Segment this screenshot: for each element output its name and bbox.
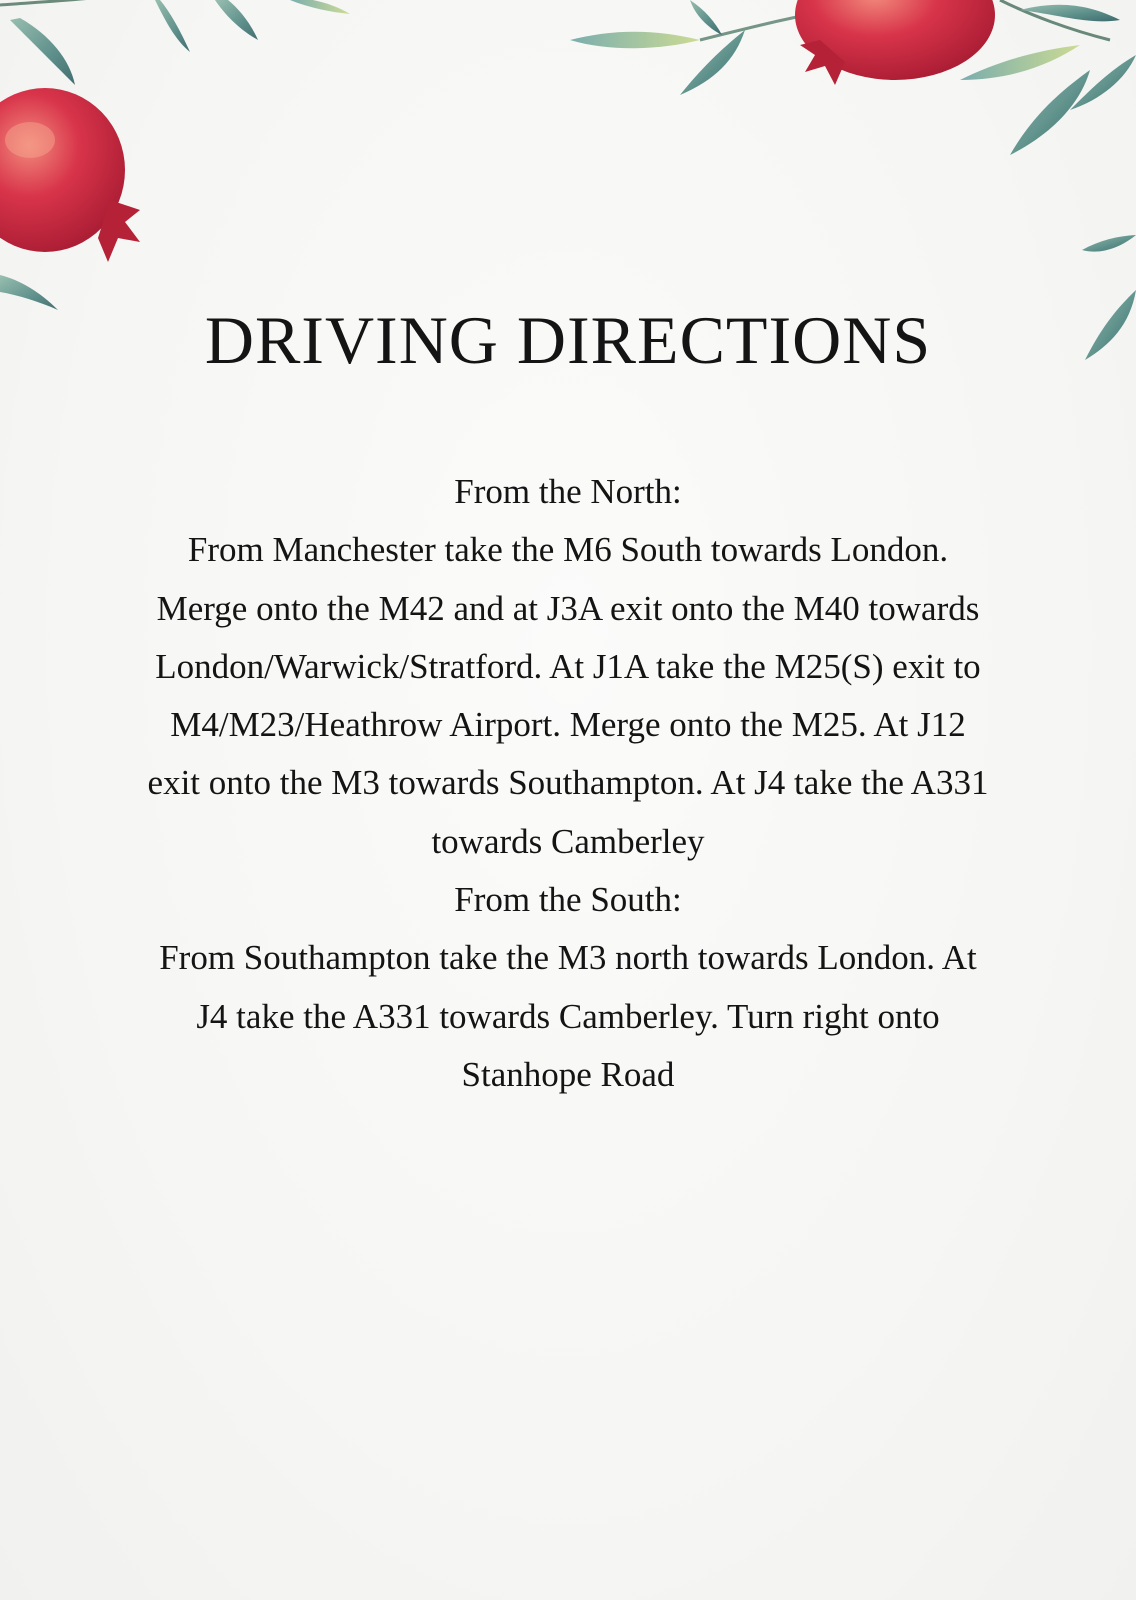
pomegranate-right [795, 0, 995, 85]
section-text-south: From Southampton take the M3 north towards London. At J4 take the A331 towards Camberley. Turn right onto Stanhope Road [159, 938, 977, 1094]
section-text-north: From Manchester take the M6 South towards London. Merge onto the M42 and at J3A exit onto the M40 towards London/Warwick/Stratford. At J1A take the M25(S) exit to M4/M23/Heathrow Airport. Merge onto the M25. At J12 exit onto the M3 towards Southampton. At J4 take the A331 towards Camberley [147, 530, 989, 861]
section-heading-south: From the South: [454, 880, 682, 920]
section-heading-north: From the North: [454, 472, 682, 511]
directions-body [140, 463, 996, 1104]
page-title: DRIVING DIRECTIONS [204, 302, 932, 378]
pomegranate-left [0, 88, 140, 262]
